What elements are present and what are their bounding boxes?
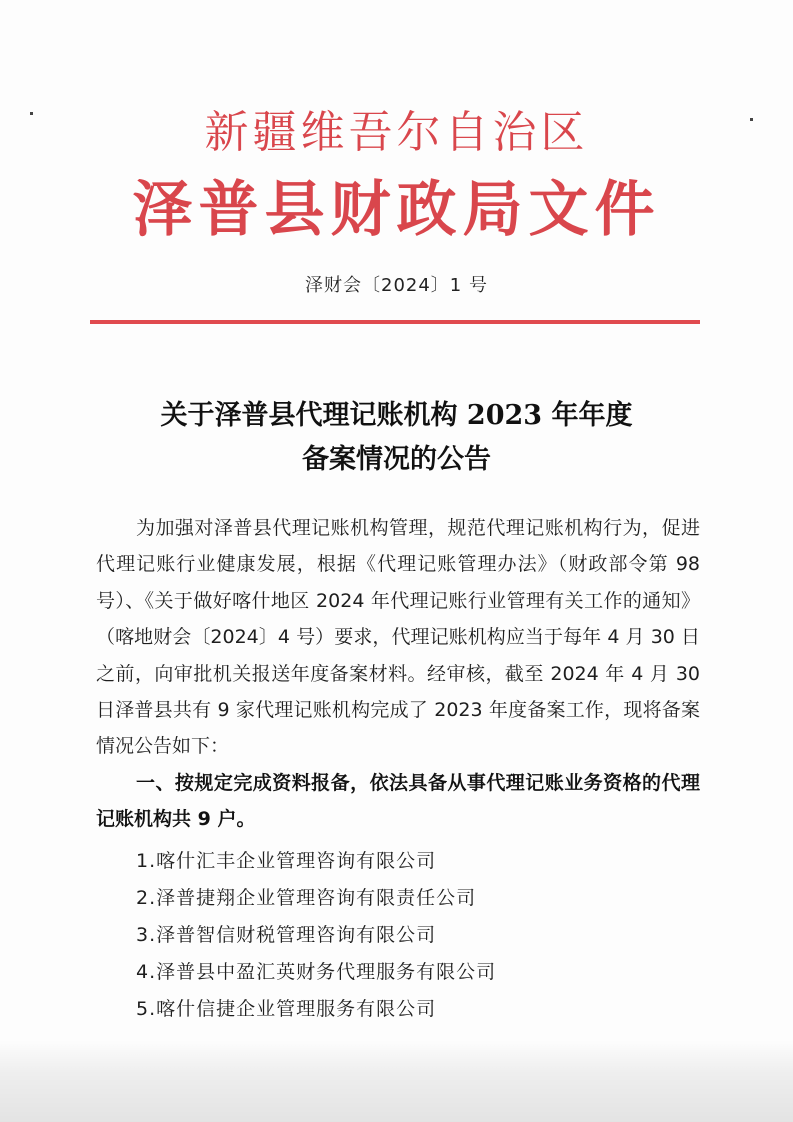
document-number: 泽财会〔2024〕1 号 bbox=[305, 275, 488, 296]
list-item: 4.泽普县中盈汇英财务代理服务有限公司 bbox=[136, 961, 497, 983]
intro-paragraph: 为加强对泽普县代理记账机构管理，规范代理记账机构行为，促进代理记账行业健康发展，根据《代理记账管理办法》（财政部令第 98 号）、《关于做好喀什地区 2024 年代理记账行业管理有关工作的通知》（喀地财会〔2024〕4 号）要求，代理记账机构应当于每年 4 月 30 日之前，向审批机关报送年度备案材料。经审核，截至 2024 年 4 月 30 日泽普县共有 9 家代理记账机构完成了 2023 年度备案工作，现将备案情况公告如下： bbox=[96, 517, 700, 758]
section-heading: 一、按规定完成资料报备，依法具备从事代理记账业务资格的代理记账机构共 9 户。 bbox=[96, 772, 700, 831]
issuing-agency-title: 泽普县财政局文件 bbox=[132, 175, 661, 245]
notice-title-line-2: 备案情况的公告 bbox=[302, 444, 491, 475]
red-divider bbox=[90, 320, 700, 324]
scan-shadow bbox=[0, 1040, 793, 1122]
list-item: 2.泽普捷翔企业管理咨询有限责任公司 bbox=[136, 887, 477, 909]
list-item: 5.喀什信捷企业管理服务有限公司 bbox=[136, 998, 437, 1020]
list-item: 3.泽普智信财税管理咨询有限公司 bbox=[136, 924, 437, 946]
list-item: 1.喀什汇丰企业管理咨询有限公司 bbox=[136, 850, 437, 872]
issuing-region: 新疆维吾尔自治区 bbox=[204, 107, 589, 158]
notice-title-line-1: 关于泽普县代理记账机构 2023 年年度 bbox=[160, 400, 633, 431]
company-list bbox=[136, 843, 496, 1028]
